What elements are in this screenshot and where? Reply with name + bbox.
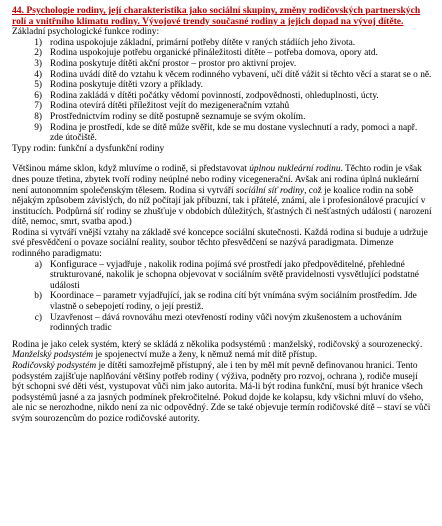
list-item-text: Rodina poskytuje dítěti vzory a příklady. [50,80,204,91]
list-item-text: rodina uspokojuje základní, primární potřeby dítěte v raných stádiích jeho života. [50,37,356,48]
function-item [12,70,432,81]
list-item-text: Konfigurace – vyjadřuje , nakolik rodina pojímá své prostředí jako předpověditelné, přehledné strukturované, nakolik je schopna objevovat v sociálním světě pravidelnosti vysvětlující podstatné události [50,259,419,291]
family-types-line: Typy rodin: funkční a dysfunkční rodiny [12,143,165,154]
spacer [12,154,432,164]
italic-term: úplnou nukleární rodinu [249,164,341,175]
list-marker: b) [34,291,42,302]
list-item-text: Koordinace – parametr vyjadřující, jak se rodina cítí být vnímána svým sociálním prostředím. Jde vlastně o sebepojetí rodiny, o její prestiž. [50,291,417,313]
list-marker: 8) [34,111,42,122]
text-span: je dítěti samozřejmě přístupný, ale i ten by měl mít pevně definovanou hranici. Tento podsystém zajišťuje naplňování většiny potřeb rodiny ( výživa, podněty pro rozvoj, ochrana ), rodiče musejí být schopni své děti vést, vystupovat vůči nim jako autorita. Má-li být rodina funkční, musí být hranice všech podsystémů jasné a za jasných podmínek překročitelné. Pokud dojde ke kolapsu, kdy všichni mluví do všeho, ale nic se nerozhodne, nikdo není za nic odpovědný. Zde se také objevuje termín rodičovské dítě – staví se vůči svým sourozencům do pozice rodičovské autority. [12,361,431,424]
italic-term: Manželský podsystém [12,350,93,361]
function-item [12,48,432,59]
list-marker: 3) [34,58,42,69]
dimension-item [12,291,432,312]
list-marker: 9) [34,122,42,133]
dimension-item [12,313,432,334]
text-span: Většinou máme sklon, když mluvíme o rodině, si představovat [12,164,250,175]
functions-list [12,38,432,144]
list-item-text: Rodina uvádí dítě do vztahu k věcem rodinného vybavení, učí dítě vážit si těchto věcí a starat se o ně. [50,69,432,80]
paragraph-system: Rodina je jako celek systém, který se skládá z několika podsystémů : manželský, rodičovský a sourozenecký. [12,339,423,350]
list-marker: 1) [34,37,42,48]
functions-heading: Základní psychologické funkce rodiny: [12,27,160,38]
list-marker: 2) [34,48,42,59]
list-item-text: Prostřednictvím rodiny se dítě postupně seznamuje se svým okolím. [50,111,306,122]
list-item-text: Rodina poskytuje dítěti akční prostor – prostor pro aktivní projev. [50,58,297,69]
list-marker: 6) [34,90,42,101]
list-item-text: Rodina uspokojuje potřebu organické přináležitosti dítěte – potřeba domova, opory atd. [50,48,378,59]
document-title: 44. Psychologie rodiny, její charakteristika jako sociální skupiny, změny rodičovských partnerských rolí a vnitřního klimatu rodiny. Vývojové trendy současné rodiny a jejich dopad na vývoj dítěte. [12,5,421,27]
list-item-text: Rodina je prostředí, kde se dítě může svěřit, kde se mu dostane vyslechnutí a rady, pomoci a např. zde útočiště. [50,122,418,144]
function-item [12,59,432,70]
paragraph-parental-subsystem [12,361,432,425]
function-item [12,80,432,91]
list-marker: c) [34,312,42,323]
dimension-item [12,260,432,292]
italic-term: Rodičovský podsystém [12,361,97,371]
text-span: je spojenectví muže a ženy, k němuž nemá mít dítě přístup. [92,350,318,361]
text-span: , což je koalice rodin na sobě nějakým způsobem závislých, do níž počítají jak příbuzní, tak i přátelé, známí, ale i profesionálové pracující v institucích. Podpůrná síť rodiny se zhušťuje v obdobích důležitých, šťastných či nešťastných události ( narození dítě, nemoc, smrt, svatba apod.) [12,185,432,228]
text-span: . Těchto rodin je však dnes pouze třetina, zbytek tvoří rodiny neúplné nebo rodiny vicegenerační. Avšak ani rodina úplná nukleární není autonomním společenským tělesem. Rodina si vytváří [12,164,422,196]
function-item [12,101,432,112]
list-marker: 7) [34,101,42,112]
function-item [12,112,432,123]
list-item-text: Uzavřenost – dává rovnováhu mezi otevřeností rodiny vůči novým zkušenostem a uchováním rodinných tradic [50,312,402,334]
list-item-text: Rodina otevírá dítěti příležitost vejít do mezigeneračním vztahů [50,101,290,112]
list-item-text: Rodina zakládá v dítěti počátky vědomí povinností, zodpovědnosti, ohleduplnosti, úcty. [50,90,379,101]
italic-term: sociální síť rodiny [235,185,305,196]
list-marker: a) [34,259,42,270]
function-item [12,91,432,102]
list-marker: 4) [34,69,42,80]
list-marker: 5) [34,80,42,91]
paragraph-nuclear-family [12,164,432,228]
paragraph-marital-subsystem [12,350,432,361]
function-item [12,38,432,49]
dimensions-list [12,260,432,334]
function-item [12,123,432,144]
paragraph-paradigm: Rodina si vytváří vnější vztahy na základě své koncepce sociální skutečnosti. Každá rodina si buduje a udržuje své přesvědčení o povaze sociální reality, soubor těchto přesvědčení se nazývá paradigmata. Dimenze rodinného paradigmatu: [12,227,428,260]
